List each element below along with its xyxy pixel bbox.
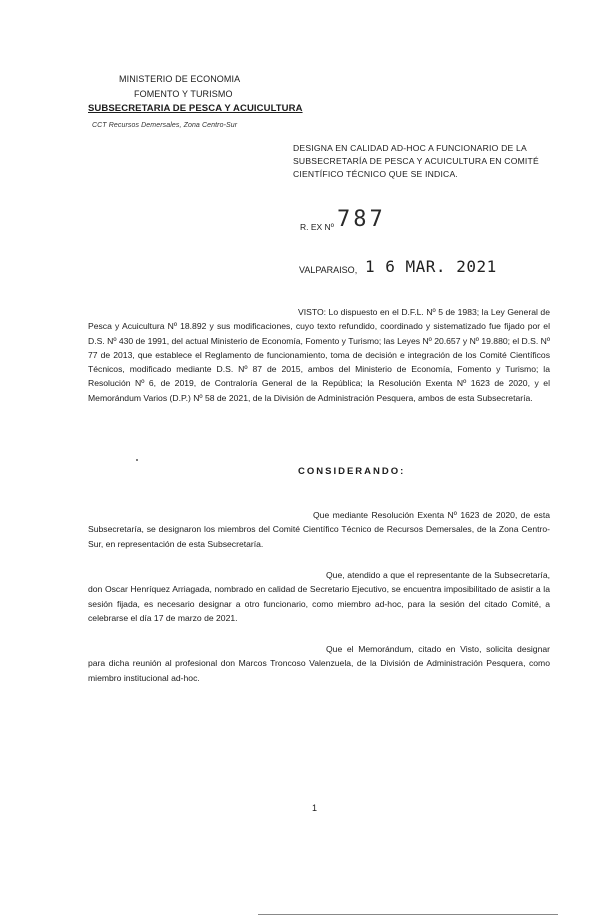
header-ministry-sub: FOMENTO Y TURISMO xyxy=(134,89,233,99)
header-ministry: MINISTERIO DE ECONOMIA xyxy=(119,74,241,84)
resolution-number-stamp: 787 xyxy=(337,207,386,232)
considerando-paragraph-1: Que mediante Resolución Exenta Nº 1623 de 2020, de esta Subsecretaría, se designaron los miembros del Comité Científico Técnico de Recursos Demersales, de la Zona Centro-Sur, en representación de esta Subsecretaría. xyxy=(88,510,550,549)
date-stamp: 1 6 MAR. 2021 xyxy=(365,257,497,276)
page-number: 1 xyxy=(312,803,318,813)
visto-paragraph: VISTO: Lo dispuesto en el D.F.L. Nº 5 de 1983; la Ley General de Pesca y Acuicultura Nº 18.892 y sus modificaciones, cuyo texto refundido, coordinado y sistematizado fue fijado por el D.S. Nº 430 de 1991, del actual Ministerio de Economía, Fomento y Turismo; las Leyes Nº 20.657 y Nº 19.880; el D.S. Nº 77 de 2013, que establece el Reglamento de funcionamiento, toma de decisión e integración de los Comité Científicos Técnicos, modificado mediante D.S. Nº 87 de 2015, ambos del Ministerio de Economía, Fomento y Turismo; la Resolución Nº 6, de 2019, de Contraloría General de la República; la Resolución Exenta Nº 1623 de 2020, y el Memorándum Varios (D.P.) Nº 58 de 2021, de la División de Administración Pesquera, ambos de esta Subsecretaría. xyxy=(88,307,550,403)
bottom-edge-line xyxy=(258,914,558,915)
document-subject: DESIGNA EN CALIDAD AD-HOC A FUNCIONARIO DE LA SUBSECRETARÍA DE PESCA Y ACUICULTURA EN COMITÉ CIENTÍFICO TÉCNICO QUE SE INDICA. xyxy=(293,143,539,179)
header-committee: CCT Recursos Demersales, Zona Centro-Sur xyxy=(92,122,238,129)
considerando-paragraph-2: Que, atendido a que el representante de la Subsecretaría, don Oscar Henríquez Arriagada, nombrado en calidad de Secretario Ejecutivo, se encuentra imposibilitado de asistir a la sesión fijada, es necesario designar a otro funcionario, como miembro ad-hoc, para la sesión del citado Comité, a celebrarse el día 17 de marzo de 2021. xyxy=(88,570,550,623)
considerando-paragraph-3: Que el Memorándum, citado en Visto, solicita designar para dicha reunión al profesional don Marcos Troncoso Valenzuela, de la División de Administración Pesquera, como miembro institucional ad-hoc. xyxy=(88,644,550,683)
header-subsecretaria: SUBSECRETARIA DE PESCA Y ACUICULTURA xyxy=(88,103,303,114)
scan-speck xyxy=(136,459,138,461)
considerando-heading: CONSIDERANDO: xyxy=(298,466,406,477)
resolution-label: R. EX Nº xyxy=(300,222,334,232)
place-label: VALPARAISO, xyxy=(299,265,358,275)
